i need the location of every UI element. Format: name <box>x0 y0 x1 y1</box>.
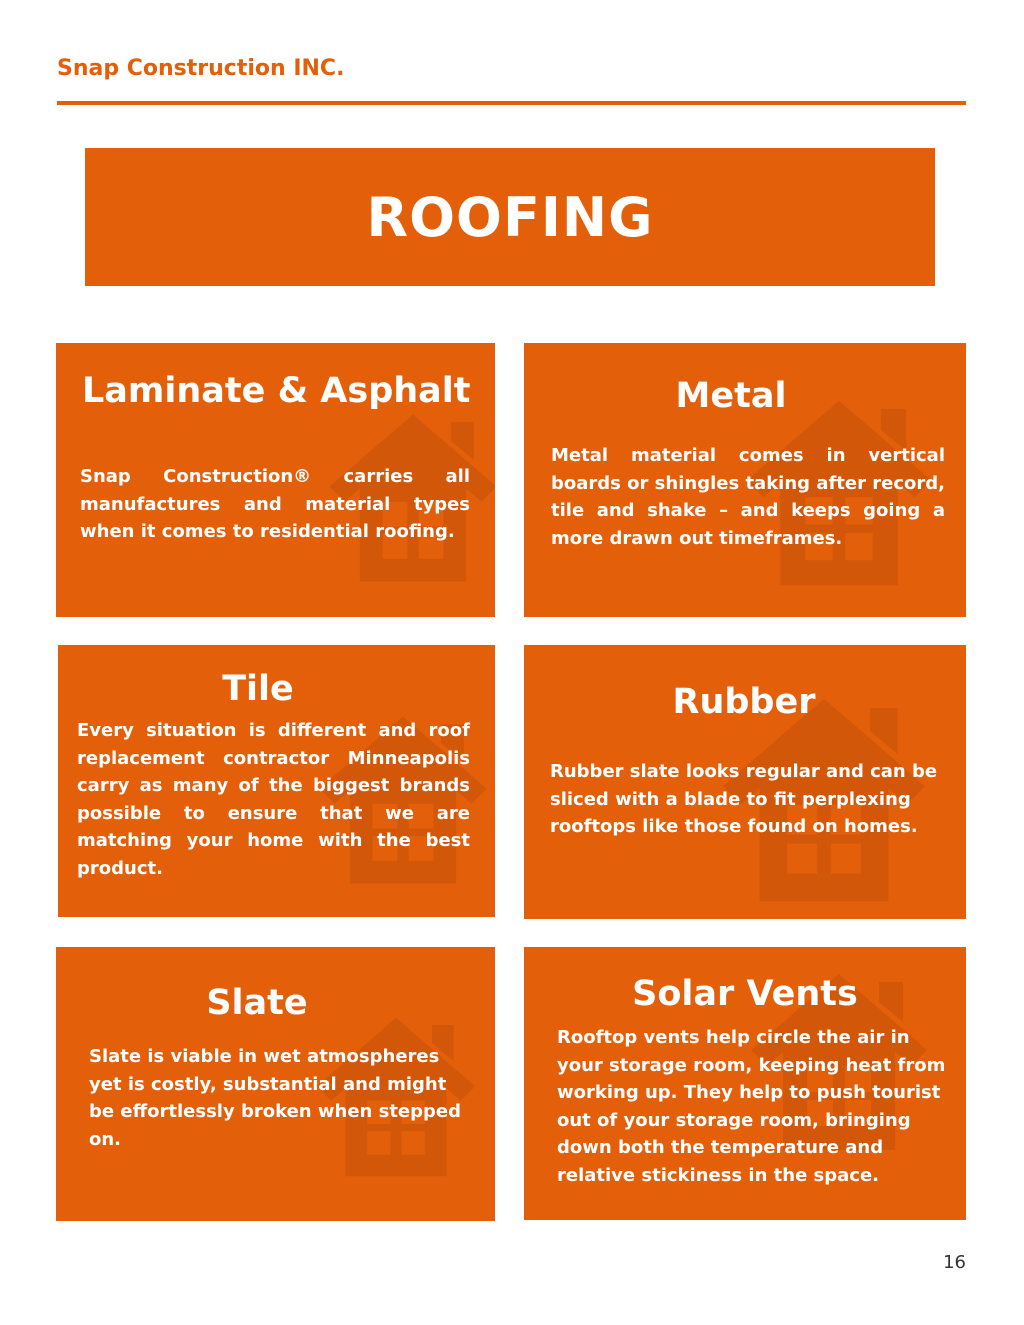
card-slate <box>56 947 495 1221</box>
page-number: 16 <box>943 1252 966 1273</box>
card-solar-vents <box>524 947 966 1220</box>
card-rubber <box>524 645 966 919</box>
card-text: Rubber slate looks regular and can be sliced with a blade to fit perplexing rooftops like those found on homes. <box>550 761 938 837</box>
card-metal <box>524 343 966 617</box>
section-banner <box>85 148 935 286</box>
card-text: Metal material comes in vertical boards or shingles taking after record, tile and shake – and keeps going a more drawn out timeframes. <box>551 445 945 549</box>
card-title: Tile <box>222 669 294 709</box>
section-title: ROOFING <box>366 185 654 249</box>
company-name: Snap Construction INC. <box>57 56 345 81</box>
card-title: Solar Vents <box>632 974 858 1014</box>
header-divider <box>57 101 966 105</box>
card-title: Rubber <box>672 682 816 722</box>
card-text: Rooftop vents help circle the air in your storage room, keeping heat from working up. They help to push tourist out of your storage room, bringing down both the temperature and relative stickiness in the space. <box>557 1027 946 1186</box>
card-text: Slate is viable in wet atmospheres yet is costly, substantial and might be effortlessly broken when stepped on. <box>89 1046 461 1150</box>
card-text: Snap Construction® carries all manufactures and material types when it comes to residential roofing. <box>80 466 470 542</box>
card-title: Slate <box>206 983 308 1023</box>
card-laminate-asphalt <box>56 343 495 617</box>
card-tile <box>58 645 495 917</box>
card-title: Laminate & Asphalt <box>82 371 471 411</box>
card-text: Every situation is different and roof replacement contractor Minneapolis carry as many of the biggest brands possible to ensure that we are matching your home with the best product. <box>77 720 470 879</box>
card-title: Metal <box>675 376 787 416</box>
